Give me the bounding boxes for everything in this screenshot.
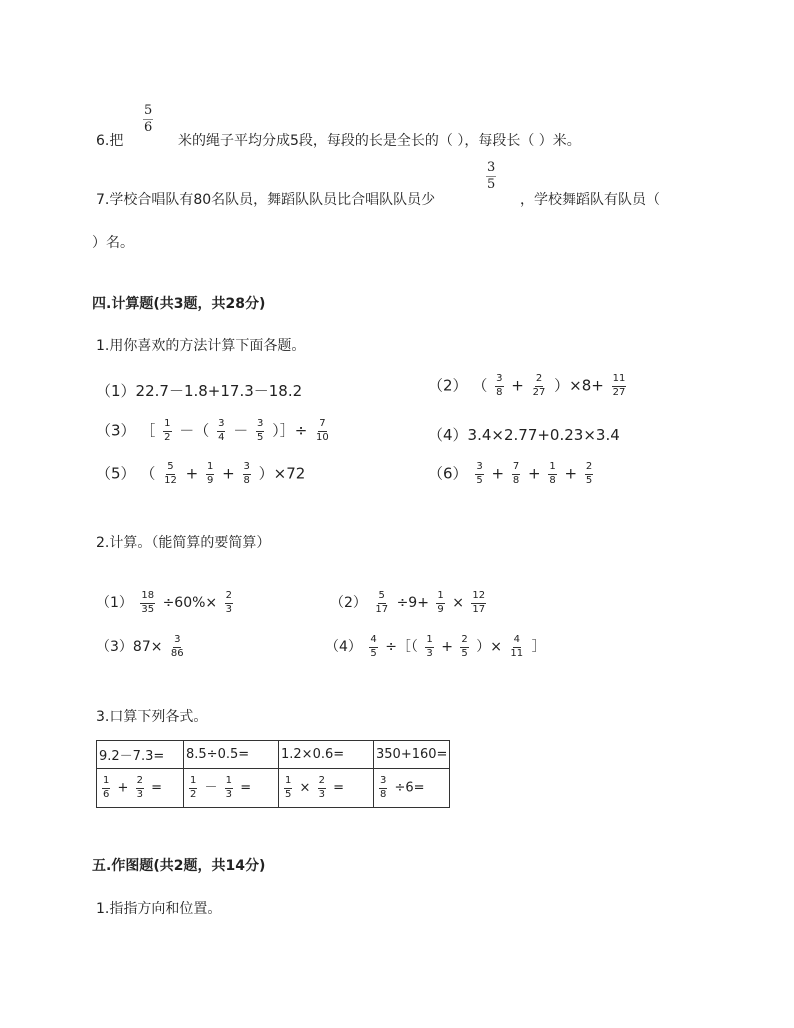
- q6-prefix: 6.把: [96, 133, 124, 149]
- table-cell: $\frac{1}{5}$ × $\frac{2}{3}$ =: [279, 769, 374, 808]
- s4-p1-e1: （1）22.7－1.8+17.3－18.2: [96, 382, 303, 400]
- s4-p3-title: 3.口算下列各式。: [96, 709, 208, 725]
- q6-suffix: 米的绳子平均分成5段，每段的长是全长的（ ），每段长（ ）米。: [178, 133, 581, 149]
- table-cell: $\frac{1}{2}$ － $\frac{1}{3}$ =: [184, 769, 279, 808]
- s4-p2-e2: （2） $\frac{5}{17}$ ÷9+ $\frac{1}{9}$ × $\frac{12}{17}$: [330, 590, 486, 615]
- q7-suffix: ，学校舞蹈队有队员（: [520, 192, 660, 208]
- table-row: [97, 769, 450, 808]
- table-cell: 1.2×0.6=: [279, 741, 374, 769]
- s4-p1-e4: （4）3.4×2.77+0.23×3.4: [428, 426, 620, 444]
- s4-p2-e1: （1） $\frac{18}{35}$ ÷60%× $\frac{2}{3}$: [96, 590, 232, 615]
- s4-p2-e3: （3）87× $\frac{3}{86}$: [96, 634, 184, 659]
- table-cell: $\frac{1}{6}$ + $\frac{2}{3}$ =: [97, 769, 184, 808]
- oral-calc-table: [96, 740, 450, 808]
- q6-frac-den: 6: [144, 119, 153, 135]
- s4-p1-e5: （5） （ $\frac{5}{12}$ + $\frac{1}{9}$ + $\frac{3}{8}$ ）×72: [96, 461, 306, 486]
- q7-line2: ）名。: [92, 235, 134, 251]
- table-cell: $\frac{3}{8}$ ÷6=: [374, 769, 450, 808]
- q7-fraction: [486, 161, 496, 191]
- s4-p2-title: 2.计算。（能简算的要简算）: [96, 535, 271, 551]
- s4-p1-e2: （2） （ $\frac{3}{8}$ + $\frac{2}{27}$ ）×8+ $\frac{11}{27}$: [428, 373, 626, 398]
- s4-p1-e3: （3） ［ $\frac{1}{2}$ －（ $\frac{3}{4}$ － $\frac{3}{5}$ ）］÷ $\frac{7}{10}$: [96, 418, 329, 443]
- q7-frac-num: 3: [487, 160, 496, 175]
- section4-title: 四.计算题(共3题，共28分): [92, 296, 266, 312]
- q7-frac-den: 5: [487, 176, 496, 192]
- s4-p1-e6: （6） $\frac{3}{5}$ + $\frac{7}{8}$ + $\frac{1}{8}$ + $\frac{2}{5}$: [428, 461, 593, 486]
- s4-p1-title: 1.用你喜欢的方法计算下面各题。: [96, 338, 306, 354]
- q6-frac-num: 5: [144, 103, 153, 118]
- table-cell: 8.5÷0.5=: [184, 741, 279, 769]
- q6-fraction: [143, 104, 153, 134]
- table-row: [97, 741, 450, 769]
- table-cell: 350+160=: [374, 741, 450, 769]
- section5-title: 五.作图题(共2题，共14分): [92, 858, 266, 874]
- s5-p1-title: 1.指指方向和位置。: [96, 901, 222, 917]
- q7-prefix: 7.学校合唱队有80名队员，舞蹈队队员比合唱队队员少: [96, 192, 436, 208]
- table-cell: 9.2－7.3=: [97, 741, 184, 769]
- s4-p2-e4: （4） $\frac{4}{5}$ ÷［（ $\frac{1}{3}$ + $\frac{2}{5}$ ）× $\frac{4}{11}$ ］: [325, 634, 546, 659]
